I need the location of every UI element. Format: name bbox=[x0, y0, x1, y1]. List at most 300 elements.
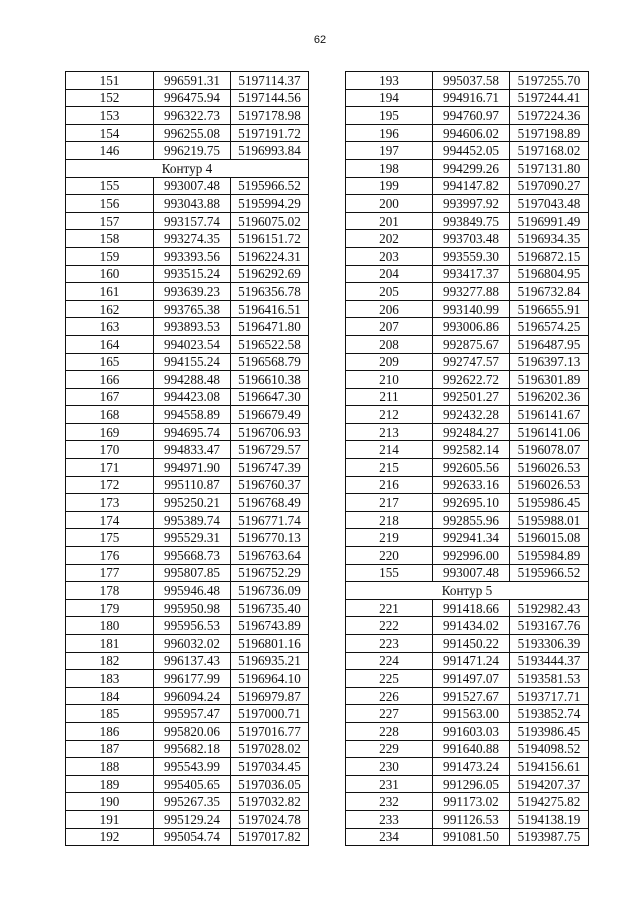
x-coordinate-cell: 992855.96 bbox=[433, 511, 510, 529]
table-row bbox=[66, 828, 309, 846]
table-row bbox=[66, 740, 309, 758]
table-row bbox=[346, 265, 589, 283]
point-number-cell: 180 bbox=[66, 617, 154, 635]
table-row bbox=[346, 547, 589, 565]
contour-header-row bbox=[66, 159, 309, 177]
x-coordinate-cell: 991603.03 bbox=[433, 722, 510, 740]
table-row bbox=[66, 388, 309, 406]
table-row bbox=[66, 107, 309, 125]
point-number-cell: 206 bbox=[346, 300, 433, 318]
y-coordinate-cell: 5196141.67 bbox=[510, 406, 589, 424]
y-coordinate-cell: 5196151.72 bbox=[231, 230, 309, 248]
x-coordinate-cell: 991173.02 bbox=[433, 793, 510, 811]
y-coordinate-cell: 5196301.89 bbox=[510, 371, 589, 389]
y-coordinate-cell: 5196224.31 bbox=[231, 247, 309, 265]
y-coordinate-cell: 5196979.87 bbox=[231, 687, 309, 705]
table-row bbox=[346, 705, 589, 723]
x-coordinate-cell: 994558.89 bbox=[154, 406, 231, 424]
table-row bbox=[66, 247, 309, 265]
y-coordinate-cell: 5193986.45 bbox=[510, 722, 589, 740]
point-number-cell: 210 bbox=[346, 371, 433, 389]
point-number-cell: 222 bbox=[346, 617, 433, 635]
table-row bbox=[346, 388, 589, 406]
x-coordinate-cell: 996137.43 bbox=[154, 652, 231, 670]
point-number-cell: 176 bbox=[66, 547, 154, 565]
table-row bbox=[346, 230, 589, 248]
point-number-cell: 202 bbox=[346, 230, 433, 248]
x-coordinate-cell: 991473.24 bbox=[433, 758, 510, 776]
table-row bbox=[66, 230, 309, 248]
point-number-cell: 217 bbox=[346, 494, 433, 512]
y-coordinate-cell: 5194156.61 bbox=[510, 758, 589, 776]
y-coordinate-cell: 5196747.39 bbox=[231, 459, 309, 477]
table-row bbox=[66, 195, 309, 213]
point-number-cell: 187 bbox=[66, 740, 154, 758]
x-coordinate-cell: 996322.73 bbox=[154, 107, 231, 125]
point-number-cell: 154 bbox=[66, 124, 154, 142]
x-coordinate-cell: 996255.08 bbox=[154, 124, 231, 142]
y-coordinate-cell: 5196872.15 bbox=[510, 247, 589, 265]
point-number-cell: 228 bbox=[346, 722, 433, 740]
table-row bbox=[346, 212, 589, 230]
point-number-cell: 192 bbox=[66, 828, 154, 846]
x-coordinate-cell: 996475.94 bbox=[154, 89, 231, 107]
y-coordinate-cell: 5195986.45 bbox=[510, 494, 589, 512]
x-coordinate-cell: 993393.56 bbox=[154, 247, 231, 265]
point-number-cell: 201 bbox=[346, 212, 433, 230]
x-coordinate-cell: 992582.14 bbox=[433, 441, 510, 459]
y-coordinate-cell: 5196735.40 bbox=[231, 599, 309, 617]
y-coordinate-cell: 5193444.37 bbox=[510, 652, 589, 670]
y-coordinate-cell: 5196804.95 bbox=[510, 265, 589, 283]
table-row bbox=[346, 459, 589, 477]
y-coordinate-cell: 5196647.30 bbox=[231, 388, 309, 406]
table-row bbox=[346, 758, 589, 776]
x-coordinate-cell: 993639.23 bbox=[154, 283, 231, 301]
point-number-cell: 199 bbox=[346, 177, 433, 195]
y-coordinate-cell: 5196015.08 bbox=[510, 529, 589, 547]
y-coordinate-cell: 5196771.74 bbox=[231, 511, 309, 529]
table-row bbox=[66, 476, 309, 494]
y-coordinate-cell: 5196935.21 bbox=[231, 652, 309, 670]
y-coordinate-cell: 5194207.37 bbox=[510, 775, 589, 793]
x-coordinate-cell: 996591.31 bbox=[154, 72, 231, 90]
y-coordinate-cell: 5196292.69 bbox=[231, 265, 309, 283]
point-number-cell: 173 bbox=[66, 494, 154, 512]
y-coordinate-cell: 5193987.75 bbox=[510, 828, 589, 846]
y-coordinate-cell: 5196679.49 bbox=[231, 406, 309, 424]
table-row bbox=[66, 353, 309, 371]
y-coordinate-cell: 5196487.95 bbox=[510, 335, 589, 353]
y-coordinate-cell: 5196568.79 bbox=[231, 353, 309, 371]
point-number-cell: 234 bbox=[346, 828, 433, 846]
x-coordinate-cell: 993849.75 bbox=[433, 212, 510, 230]
y-coordinate-cell: 5196397.13 bbox=[510, 353, 589, 371]
x-coordinate-cell: 992501.27 bbox=[433, 388, 510, 406]
point-number-cell: 200 bbox=[346, 195, 433, 213]
table-row bbox=[346, 511, 589, 529]
point-number-cell: 159 bbox=[66, 247, 154, 265]
y-coordinate-cell: 5197016.77 bbox=[231, 722, 309, 740]
y-coordinate-cell: 5197028.02 bbox=[231, 740, 309, 758]
x-coordinate-cell: 993997.92 bbox=[433, 195, 510, 213]
table-row bbox=[66, 89, 309, 107]
x-coordinate-cell: 992695.10 bbox=[433, 494, 510, 512]
point-number-cell: 214 bbox=[346, 441, 433, 459]
table-row bbox=[66, 142, 309, 160]
y-coordinate-cell: 5196141.06 bbox=[510, 423, 589, 441]
y-coordinate-cell: 5196763.64 bbox=[231, 547, 309, 565]
table-row bbox=[66, 371, 309, 389]
point-number-cell: 162 bbox=[66, 300, 154, 318]
x-coordinate-cell: 995110.87 bbox=[154, 476, 231, 494]
point-number-cell: 186 bbox=[66, 722, 154, 740]
y-coordinate-cell: 5195994.29 bbox=[231, 195, 309, 213]
x-coordinate-cell: 994155.24 bbox=[154, 353, 231, 371]
point-number-cell: 223 bbox=[346, 635, 433, 653]
point-number-cell: 221 bbox=[346, 599, 433, 617]
table-row bbox=[66, 564, 309, 582]
x-coordinate-cell: 992747.57 bbox=[433, 353, 510, 371]
y-coordinate-cell: 5197034.45 bbox=[231, 758, 309, 776]
table-row bbox=[66, 423, 309, 441]
table-row bbox=[66, 670, 309, 688]
point-number-cell: 160 bbox=[66, 265, 154, 283]
x-coordinate-cell: 992633.16 bbox=[433, 476, 510, 494]
table-row bbox=[346, 335, 589, 353]
y-coordinate-cell: 5196934.35 bbox=[510, 230, 589, 248]
point-number-cell: 216 bbox=[346, 476, 433, 494]
table-row bbox=[346, 687, 589, 705]
x-coordinate-cell: 995946.48 bbox=[154, 582, 231, 600]
point-number-cell: 184 bbox=[66, 687, 154, 705]
point-number-cell: 231 bbox=[346, 775, 433, 793]
point-number-cell: 197 bbox=[346, 142, 433, 160]
x-coordinate-cell: 991527.67 bbox=[433, 687, 510, 705]
table-row bbox=[66, 335, 309, 353]
point-number-cell: 232 bbox=[346, 793, 433, 811]
point-number-cell: 166 bbox=[66, 371, 154, 389]
x-coordinate-cell: 993703.48 bbox=[433, 230, 510, 248]
y-coordinate-cell: 5196736.09 bbox=[231, 582, 309, 600]
table-row bbox=[66, 283, 309, 301]
point-number-cell: 205 bbox=[346, 283, 433, 301]
table-row bbox=[346, 617, 589, 635]
y-coordinate-cell: 5193306.39 bbox=[510, 635, 589, 653]
point-number-cell: 229 bbox=[346, 740, 433, 758]
x-coordinate-cell: 996032.02 bbox=[154, 635, 231, 653]
table-row bbox=[346, 810, 589, 828]
x-coordinate-cell: 992996.00 bbox=[433, 547, 510, 565]
x-coordinate-cell: 993006.86 bbox=[433, 318, 510, 336]
x-coordinate-cell: 995129.24 bbox=[154, 810, 231, 828]
table-row bbox=[346, 564, 589, 582]
y-coordinate-cell: 5197017.82 bbox=[231, 828, 309, 846]
y-coordinate-cell: 5196732.84 bbox=[510, 283, 589, 301]
point-number-cell: 233 bbox=[346, 810, 433, 828]
table-row bbox=[346, 318, 589, 336]
y-coordinate-cell: 5197224.36 bbox=[510, 107, 589, 125]
y-coordinate-cell: 5196706.93 bbox=[231, 423, 309, 441]
x-coordinate-cell: 994760.97 bbox=[433, 107, 510, 125]
x-coordinate-cell: 991640.88 bbox=[433, 740, 510, 758]
point-number-cell: 208 bbox=[346, 335, 433, 353]
table-row bbox=[346, 793, 589, 811]
x-coordinate-cell: 991296.05 bbox=[433, 775, 510, 793]
x-coordinate-cell: 993515.24 bbox=[154, 265, 231, 283]
y-coordinate-cell: 5197090.27 bbox=[510, 177, 589, 195]
x-coordinate-cell: 994833.47 bbox=[154, 441, 231, 459]
x-coordinate-cell: 993043.88 bbox=[154, 195, 231, 213]
point-number-cell: 171 bbox=[66, 459, 154, 477]
table-row bbox=[66, 793, 309, 811]
x-coordinate-cell: 994452.05 bbox=[433, 142, 510, 160]
y-coordinate-cell: 5193717.71 bbox=[510, 687, 589, 705]
x-coordinate-cell: 996219.75 bbox=[154, 142, 231, 160]
x-coordinate-cell: 992875.67 bbox=[433, 335, 510, 353]
point-number-cell: 164 bbox=[66, 335, 154, 353]
x-coordinate-cell: 995957.47 bbox=[154, 705, 231, 723]
y-coordinate-cell: 5195966.52 bbox=[510, 564, 589, 582]
y-coordinate-cell: 5197144.56 bbox=[231, 89, 309, 107]
y-coordinate-cell: 5196416.51 bbox=[231, 300, 309, 318]
y-coordinate-cell: 5196075.02 bbox=[231, 212, 309, 230]
table-row bbox=[346, 828, 589, 846]
table-row bbox=[346, 353, 589, 371]
y-coordinate-cell: 5196760.37 bbox=[231, 476, 309, 494]
table-row bbox=[66, 529, 309, 547]
point-number-cell: 178 bbox=[66, 582, 154, 600]
x-coordinate-cell: 992605.56 bbox=[433, 459, 510, 477]
table-row bbox=[66, 722, 309, 740]
x-coordinate-cell: 993765.38 bbox=[154, 300, 231, 318]
point-number-cell: 227 bbox=[346, 705, 433, 723]
y-coordinate-cell: 5195966.52 bbox=[231, 177, 309, 195]
y-coordinate-cell: 5197032.82 bbox=[231, 793, 309, 811]
table-row bbox=[346, 195, 589, 213]
y-coordinate-cell: 5193167.76 bbox=[510, 617, 589, 635]
x-coordinate-cell: 995529.31 bbox=[154, 529, 231, 547]
table-row bbox=[66, 547, 309, 565]
y-coordinate-cell: 5192982.43 bbox=[510, 599, 589, 617]
point-number-cell: 209 bbox=[346, 353, 433, 371]
point-number-cell: 151 bbox=[66, 72, 154, 90]
y-coordinate-cell: 5197244.41 bbox=[510, 89, 589, 107]
point-number-cell: 207 bbox=[346, 318, 433, 336]
y-coordinate-cell: 5196522.58 bbox=[231, 335, 309, 353]
table-row bbox=[346, 300, 589, 318]
x-coordinate-cell: 995267.35 bbox=[154, 793, 231, 811]
table-row bbox=[346, 177, 589, 195]
x-coordinate-cell: 995807.85 bbox=[154, 564, 231, 582]
x-coordinate-cell: 991497.07 bbox=[433, 670, 510, 688]
point-number-cell: 155 bbox=[346, 564, 433, 582]
x-coordinate-cell: 992622.72 bbox=[433, 371, 510, 389]
table-row bbox=[346, 775, 589, 793]
x-coordinate-cell: 995820.06 bbox=[154, 722, 231, 740]
point-number-cell: 196 bbox=[346, 124, 433, 142]
point-number-cell: 155 bbox=[66, 177, 154, 195]
y-coordinate-cell: 5196356.78 bbox=[231, 283, 309, 301]
point-number-cell: 179 bbox=[66, 599, 154, 617]
table-row bbox=[346, 159, 589, 177]
y-coordinate-cell: 5195984.89 bbox=[510, 547, 589, 565]
y-coordinate-cell: 5193852.74 bbox=[510, 705, 589, 723]
y-coordinate-cell: 5197191.72 bbox=[231, 124, 309, 142]
table-row bbox=[66, 599, 309, 617]
table-row bbox=[346, 635, 589, 653]
y-coordinate-cell: 5196752.29 bbox=[231, 564, 309, 582]
x-coordinate-cell: 993007.48 bbox=[433, 564, 510, 582]
table-row bbox=[66, 212, 309, 230]
x-coordinate-cell: 991471.24 bbox=[433, 652, 510, 670]
y-coordinate-cell: 5193581.53 bbox=[510, 670, 589, 688]
x-coordinate-cell: 995682.18 bbox=[154, 740, 231, 758]
point-number-cell: 212 bbox=[346, 406, 433, 424]
y-coordinate-cell: 5195988.01 bbox=[510, 511, 589, 529]
x-coordinate-cell: 995405.65 bbox=[154, 775, 231, 793]
x-coordinate-cell: 995956.53 bbox=[154, 617, 231, 635]
point-number-cell: 195 bbox=[346, 107, 433, 125]
table-row bbox=[346, 247, 589, 265]
x-coordinate-cell: 995950.98 bbox=[154, 599, 231, 617]
table-row bbox=[66, 705, 309, 723]
table-row bbox=[346, 283, 589, 301]
x-coordinate-cell: 992941.34 bbox=[433, 529, 510, 547]
page-number: 62 bbox=[313, 34, 327, 46]
table-row bbox=[346, 89, 589, 107]
y-coordinate-cell: 5196026.53 bbox=[510, 459, 589, 477]
point-number-cell: 226 bbox=[346, 687, 433, 705]
point-number-cell: 219 bbox=[346, 529, 433, 547]
point-number-cell: 188 bbox=[66, 758, 154, 776]
x-coordinate-cell: 994606.02 bbox=[433, 124, 510, 142]
point-number-cell: 182 bbox=[66, 652, 154, 670]
table-row bbox=[66, 775, 309, 793]
x-coordinate-cell: 991081.50 bbox=[433, 828, 510, 846]
x-coordinate-cell: 995668.73 bbox=[154, 547, 231, 565]
y-coordinate-cell: 5196993.84 bbox=[231, 142, 309, 160]
table-row bbox=[346, 670, 589, 688]
table-row bbox=[66, 810, 309, 828]
table-row bbox=[66, 441, 309, 459]
y-coordinate-cell: 5197024.78 bbox=[231, 810, 309, 828]
point-number-cell: 177 bbox=[66, 564, 154, 582]
point-number-cell: 163 bbox=[66, 318, 154, 336]
x-coordinate-cell: 993007.48 bbox=[154, 177, 231, 195]
y-coordinate-cell: 5197178.98 bbox=[231, 107, 309, 125]
y-coordinate-cell: 5196743.89 bbox=[231, 617, 309, 635]
point-number-cell: 191 bbox=[66, 810, 154, 828]
x-coordinate-cell: 993559.30 bbox=[433, 247, 510, 265]
point-number-cell: 158 bbox=[66, 230, 154, 248]
table-row bbox=[66, 124, 309, 142]
point-number-cell: 153 bbox=[66, 107, 154, 125]
table-row bbox=[346, 72, 589, 90]
y-coordinate-cell: 5196026.53 bbox=[510, 476, 589, 494]
table-row bbox=[346, 740, 589, 758]
point-number-cell: 165 bbox=[66, 353, 154, 371]
table-row bbox=[346, 476, 589, 494]
table-row bbox=[346, 529, 589, 547]
table-row bbox=[346, 441, 589, 459]
y-coordinate-cell: 5197114.37 bbox=[231, 72, 309, 90]
x-coordinate-cell: 993157.74 bbox=[154, 212, 231, 230]
y-coordinate-cell: 5194098.52 bbox=[510, 740, 589, 758]
point-number-cell: 190 bbox=[66, 793, 154, 811]
x-coordinate-cell: 995543.99 bbox=[154, 758, 231, 776]
y-coordinate-cell: 5196655.91 bbox=[510, 300, 589, 318]
x-coordinate-cell: 993140.99 bbox=[433, 300, 510, 318]
point-number-cell: 193 bbox=[346, 72, 433, 90]
x-coordinate-cell: 994288.48 bbox=[154, 371, 231, 389]
x-coordinate-cell: 991563.00 bbox=[433, 705, 510, 723]
y-coordinate-cell: 5196801.16 bbox=[231, 635, 309, 653]
table-row bbox=[346, 107, 589, 125]
table-row bbox=[66, 459, 309, 477]
table-row bbox=[346, 423, 589, 441]
table-row bbox=[346, 142, 589, 160]
y-coordinate-cell: 5197131.80 bbox=[510, 159, 589, 177]
table-row bbox=[66, 652, 309, 670]
point-number-cell: 157 bbox=[66, 212, 154, 230]
contour-label: Контур 4 bbox=[66, 159, 309, 177]
y-coordinate-cell: 5196078.07 bbox=[510, 441, 589, 459]
point-number-cell: 194 bbox=[346, 89, 433, 107]
point-number-cell: 170 bbox=[66, 441, 154, 459]
x-coordinate-cell: 993277.88 bbox=[433, 283, 510, 301]
x-coordinate-cell: 996177.99 bbox=[154, 670, 231, 688]
point-number-cell: 183 bbox=[66, 670, 154, 688]
point-number-cell: 169 bbox=[66, 423, 154, 441]
point-number-cell: 203 bbox=[346, 247, 433, 265]
y-coordinate-cell: 5196202.36 bbox=[510, 388, 589, 406]
table-row bbox=[66, 300, 309, 318]
table-row bbox=[346, 599, 589, 617]
x-coordinate-cell: 995389.74 bbox=[154, 511, 231, 529]
y-coordinate-cell: 5196729.57 bbox=[231, 441, 309, 459]
point-number-cell: 220 bbox=[346, 547, 433, 565]
point-number-cell: 156 bbox=[66, 195, 154, 213]
point-number-cell: 215 bbox=[346, 459, 433, 477]
point-number-cell: 204 bbox=[346, 265, 433, 283]
point-number-cell: 185 bbox=[66, 705, 154, 723]
point-number-cell: 198 bbox=[346, 159, 433, 177]
y-coordinate-cell: 5196574.25 bbox=[510, 318, 589, 336]
x-coordinate-cell: 995054.74 bbox=[154, 828, 231, 846]
y-coordinate-cell: 5196471.80 bbox=[231, 318, 309, 336]
table-row bbox=[66, 758, 309, 776]
x-coordinate-cell: 995250.21 bbox=[154, 494, 231, 512]
x-coordinate-cell: 993893.53 bbox=[154, 318, 231, 336]
x-coordinate-cell: 992432.28 bbox=[433, 406, 510, 424]
y-coordinate-cell: 5196768.49 bbox=[231, 494, 309, 512]
x-coordinate-cell: 994423.08 bbox=[154, 388, 231, 406]
x-coordinate-cell: 995037.58 bbox=[433, 72, 510, 90]
contour-header-row bbox=[346, 582, 589, 600]
y-coordinate-cell: 5194138.19 bbox=[510, 810, 589, 828]
table-row bbox=[66, 494, 309, 512]
table-row bbox=[346, 406, 589, 424]
point-number-cell: 181 bbox=[66, 635, 154, 653]
y-coordinate-cell: 5196991.49 bbox=[510, 212, 589, 230]
table-row bbox=[66, 635, 309, 653]
table-row bbox=[346, 722, 589, 740]
y-coordinate-cell: 5197036.05 bbox=[231, 775, 309, 793]
x-coordinate-cell: 991434.02 bbox=[433, 617, 510, 635]
y-coordinate-cell: 5196770.13 bbox=[231, 529, 309, 547]
table-row bbox=[66, 177, 309, 195]
